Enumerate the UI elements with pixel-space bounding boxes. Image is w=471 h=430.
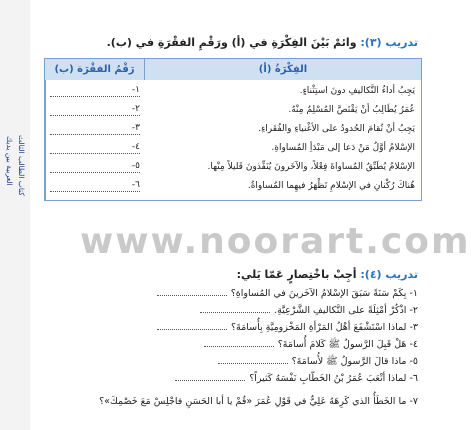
side-level-title: كتاب الطالب الثالث — [17, 134, 26, 196]
col-b-header: (ب) رَقْمُ الفقْرَة — [45, 59, 144, 80]
answer-line-6[interactable] — [175, 371, 245, 381]
number-6: -٦ — [131, 180, 140, 190]
answer-blank-6[interactable] — [50, 181, 140, 192]
question-1 — [42, 286, 418, 302]
idea-4: الإسْلامُ أوَّلُ مَنْ دَعا إلى مَبْدَأِ المُساواةِ. — [271, 143, 415, 153]
answer-line-5[interactable] — [218, 354, 288, 364]
question-7-text: ٧- ما الخَطَأُ الذي كَرِهَهُ عَلِيٌّ في قَوْلِ عُمَرَ «قُمْ يا أبا الحَسَنِ فاجْلِسْ مَعَ خَصْمِكَ»؟ — [99, 396, 418, 407]
question-4-text: ٤- هَلْ قَبِلَ الرَّسولُ ﷺ كَلامَ أُسامَةَ؟ — [277, 339, 418, 350]
idea-3: يَجِبُ أنْ تُقامَ الحُدودُ على الأغْنياءِ والفُقَراءِ. — [258, 124, 415, 134]
number-3: -٣ — [131, 123, 140, 133]
answer-blank-1[interactable] — [50, 86, 140, 97]
answer-line-1[interactable] — [157, 286, 227, 296]
exercise4-instruction: أجِبْ باخْتِصارٍ عَمّا يَلي: — [236, 268, 357, 281]
idea-5: الإسْلامُ يُطَبِّقُ المُساواةَ فِعْلاً، والآخَرونَ يُنَفِّذونَ قَليلاً مِنْها. — [207, 162, 415, 172]
answer-blank-4[interactable] — [50, 143, 140, 154]
question-3-text: ٣- لماذا اسْتَشْفَعَ أهْلُ المَرْأةِ المَخْزومِيَّةِ بِأُسامَةَ؟ — [231, 322, 418, 333]
question-4 — [42, 337, 418, 353]
answer-blank-3[interactable] — [50, 124, 140, 135]
exercise4-tag: تدريب (٤): — [360, 268, 418, 281]
answer-line-2[interactable] — [200, 303, 270, 313]
number-4: -٤ — [131, 142, 140, 152]
exercise3-instruction: وائمْ بَيْنَ الفِكْرَةِ في (أ) ورَقْمِ الفقْرَةِ في (ب). — [106, 36, 357, 49]
question-7 — [42, 394, 418, 410]
idea-1: يَجِبُ أداءُ التَّكاليفِ دونَ استِثْناءٍ. — [299, 86, 415, 96]
idea-2: عُمَرُ يُطَالِبُ أنْ يَقْتَصَّ المُسْلِمُ مِنْهُ. — [288, 105, 415, 115]
question-3 — [42, 320, 418, 336]
side-book-title: العربية بين يديك — [5, 136, 14, 186]
answer-line-3[interactable] — [157, 320, 227, 330]
exercise3-tag: تدريب (٣): — [360, 36, 418, 49]
watermark: www.noorart.com — [80, 221, 471, 262]
exercise3-title — [107, 36, 418, 49]
question-2 — [42, 303, 418, 319]
question-6-text: ٦- لماذا أتْعَبَ عُمَرُ بْنُ الخَطّابِ نَفْسَهُ كَثيراً؟ — [249, 373, 418, 384]
answer-line-4[interactable] — [204, 337, 274, 347]
paragraph-number-column — [45, 80, 145, 200]
number-5: -٥ — [131, 161, 140, 171]
idea-6: هُناكَ رُكْنانِ في الإسْلامِ تَظْهَرُ فيهِما المُساواةُ. — [247, 181, 415, 191]
answer-blank-2[interactable] — [50, 105, 140, 116]
number-2: -٢ — [131, 104, 140, 114]
matching-table — [44, 58, 422, 201]
number-1: -١ — [131, 85, 140, 95]
side-strip — [0, 0, 30, 430]
answer-blank-5[interactable] — [50, 162, 140, 173]
exercise4-title — [237, 268, 418, 281]
col-a-header: (أ) الفِكْرَةُ — [144, 59, 421, 80]
question-6 — [42, 371, 418, 387]
question-1-text: ١- بِكَمْ سَنَةً سَبَقَ الإسْلامُ الآخَرينَ في المُساواةِ؟ — [230, 288, 418, 299]
question-2-text: ٢- اذْكُرْ أمْثِلَةً على التَّكاليفِ الشَّرْعِيَّةِ. — [274, 305, 418, 316]
question-5 — [42, 354, 418, 370]
question-5-text: ٥- ماذا قالَ الرَّسولُ ﷺ لأُسامَةَ؟ — [291, 356, 418, 367]
